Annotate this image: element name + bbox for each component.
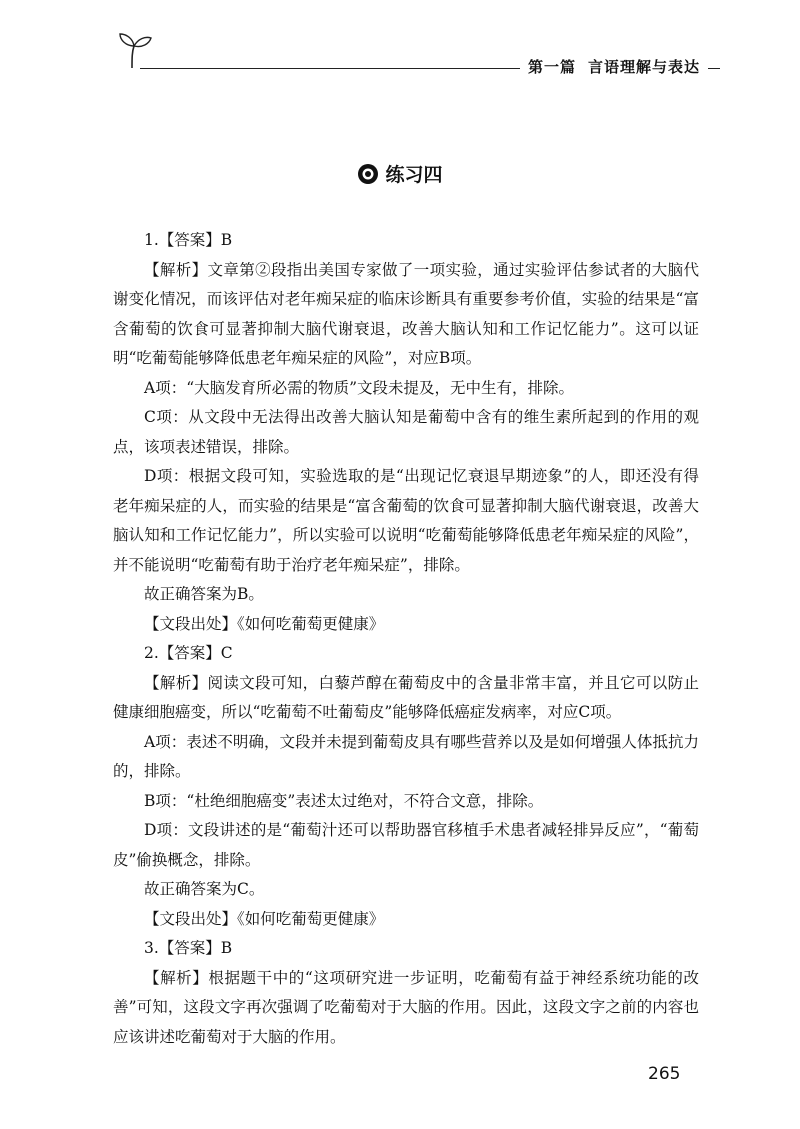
- paragraph: 【文段出处】《如何吃葡萄更健康》: [144, 614, 385, 633]
- paragraph: 故正确答案为B。: [144, 585, 264, 603]
- paragraph: 2.【答案】C: [144, 644, 233, 662]
- paragraph: 1.【答案】B: [144, 231, 233, 249]
- page-number: 265: [648, 1064, 681, 1084]
- paragraph: D项：文段讲述的是“葡萄汁还可以帮助器官移植手术患者减轻排异反应”，“葡萄皮”偷换概念，排除。: [113, 821, 699, 869]
- paragraph: 故正确答案为C。: [144, 880, 265, 898]
- paragraph: A项：“大脑发育所必需的物质”文段未提及，无中生有，排除。: [144, 378, 575, 397]
- paragraph: D项：根据文段可知，实验选取的是“出现记忆衰退早期迹象”的人，即还没有得老年痴呆症的人，而实验的结果是“富含葡萄的饮食可显著抑制大脑代谢衰退，改善大脑认知和工作记忆能力”，所以实验可以说明“吃葡萄能够降低患老年痴呆症的风险”，并不能说明“吃葡萄有助于治疗老年痴呆症”，排除。: [113, 467, 699, 574]
- paragraph: A项：表述不明确，文段并未提到葡萄皮具有哪些营养以及是如何增强人体抵抗力的，排除。: [113, 732, 699, 780]
- page-header: [0, 0, 800, 100]
- header-text: [520, 56, 708, 77]
- page-title: [0, 160, 800, 187]
- header-section: 言语理解与表达: [588, 58, 701, 76]
- paragraph: 【文段出处】《如何吃葡萄更健康》: [144, 909, 385, 928]
- paragraph: C项：从文段中无法得出改善大脑认知是葡萄中含有的维生素所起到的作用的观点，该项表述错误，排除。: [113, 408, 699, 456]
- header-part: 第一篇: [528, 58, 577, 76]
- paragraph: B项：“杜绝细胞癌变”表述太过绝对，不符合文意，排除。: [144, 791, 544, 810]
- paragraph: 3.【答案】B: [144, 939, 233, 957]
- flower-icon: [357, 163, 379, 185]
- sprout-icon: [112, 28, 156, 72]
- paragraph: 【解析】文章第②段指出美国专家做了一项实验，通过实验评估参试者的大脑代谢变化情况，而该评估对老年痴呆症的临床诊断具有重要参考价值，实验的结果是“富含葡萄的饮食可显著抑制大脑代谢衰退，改善大脑认知和工作记忆能力”。这可以证明“吃葡萄能够降低患老年痴呆症的风险”，对应B项。: [113, 260, 699, 367]
- paragraph: 【解析】阅读文段可知，白藜芦醇在葡萄皮中的含量非常丰富，并且它可以防止健康细胞癌变，所以“吃葡萄不吐葡萄皮”能够降低癌症发病率，对应C项。: [113, 673, 699, 721]
- title-text: 练习四: [385, 164, 443, 186]
- paragraph: 【解析】根据题干中的“这项研究进一步证明，吃葡萄有益于神经系统功能的改善”可知，这段文字再次强调了吃葡萄对于大脑的作用。因此，这段文字之前的内容也应该讲述吃葡萄对于大脑的作用。: [113, 968, 699, 1046]
- answer-content: [113, 226, 699, 1052]
